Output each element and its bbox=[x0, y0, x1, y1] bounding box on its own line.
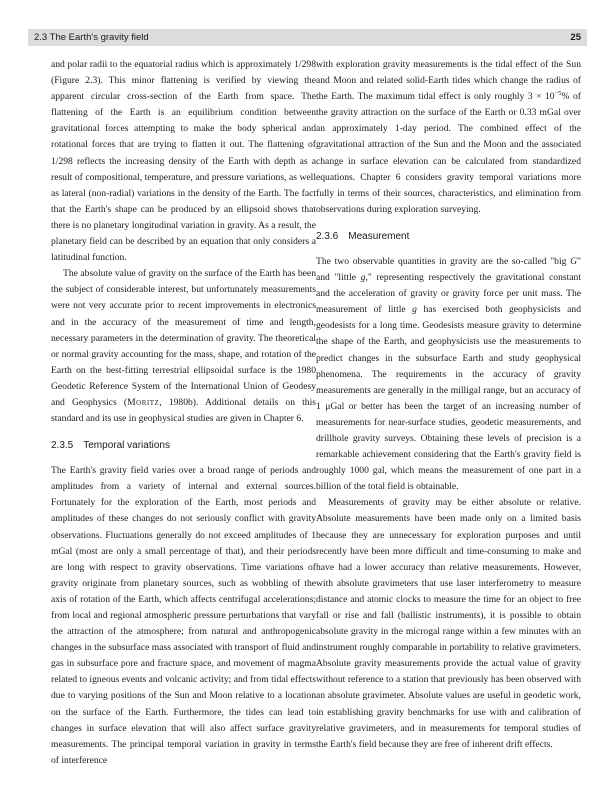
right-column bbox=[316, 57, 581, 753]
paragraph-absolute-gravity bbox=[51, 266, 316, 427]
paragraph-text: has exercised both geophysicists and geodesists for a long time. Geodesists measure gravity to determine the shape of the Earth, and geophysicists use the measurements to predict changes in the subsurface Earth and study geophysical phenomena. The requirements in the accuracy of gravity measurements are generally in the milligal range, but an accuracy of 1 μGal or better has been the target of an increasing number of measurements for near-surface studies, geodetic measurements, and drillhole gravity surveys. Obtaining these levels of precision is a remarkable achievement considering that the Earth's gravity field is roughly 1000 gal, which means the measurement of one part in a billion of the total field is obtainable. bbox=[316, 304, 581, 493]
symbol-little-g: g bbox=[412, 304, 417, 316]
left-column bbox=[51, 57, 316, 769]
citation-author: Moritz bbox=[127, 396, 160, 408]
paragraph-text: , 1980b). Additional details on this standard and its use in geophysical studies are given in Chapter 6. bbox=[51, 396, 316, 425]
paragraph-absolute-relative: Measurements of gravity may be either absolute or relative. Absolute measurements have been made only on a limited basis because they are unnecessary for exploration purposes and until recently have been more difficult and time-consuming to make and have had a lower accuracy than relative measurements. However, with absolute gravimeters that use laser interferometry to measure distance and atomic clocks to measure the time for an object to free fall or rise and fall (ballistic instruments), it is possible to obtain absolute gravity in the microgal range within a few minutes with an instrument roughly comparable in portability to relative gravimeters. Absolute gravity measurements provide the actual value of gravity without reference to a station that previously has been observed with an absolute gravimeter. Absolute values are useful in geodetic work, in establishing gravity benchmarks for use with and calibration of relative gravimeters, and in measurements for temporal studies of the Earth's field because they are free of inherent drift effects. bbox=[316, 497, 581, 750]
exponent: −5 bbox=[554, 90, 562, 97]
section-title: Measurement bbox=[348, 230, 410, 242]
section-number: 2.3.6 bbox=[316, 230, 339, 242]
paragraph-text: with exploration gravity measurements is the tidal effect of the Sun and Moon and related solid-Earth tides which change the radius of the Earth. The maximum tidal effect is only roughly 3 × 10 bbox=[316, 59, 581, 103]
symbol-big-g: G bbox=[570, 255, 578, 267]
paragraph-text: ," representing respectively the gravitational constant and the acceleration of gravity or gravity force per unit mass. The measurement of little bbox=[316, 272, 581, 316]
paragraph-text: The two observable quantities in gravity are the so-called "big bbox=[316, 255, 571, 267]
paragraph-big-g-little-g bbox=[316, 254, 581, 495]
section-heading-measurement bbox=[316, 229, 581, 245]
paragraph-text: The absolute value of gravity on the surface of the Earth has been the subject of considerable interest, but unfortunately measurements were not very accurate prior to recent improvements in electronics and in the accuracy of the measurement of time and length, necessary parameters in the determination of gravity. The theoretical or normal gravity accounting for the mass, shape, and rotation of the Earth on the best-fitting terrestrial ellipsoidal surface is the 1980 Geodetic Reference System of the International Union of Geodesy and Geophysics ( bbox=[51, 268, 316, 408]
paragraph-temporal-variations: The Earth's gravity field varies over a broad range of periods and amplitudes from a variety of internal and external sources. Fortunately for the exploration of the Earth, most periods and amplitudes of these changes do not seriously conflict with gravity observations. Fluctuations generally do not exceed amplitudes of 1 mGal (most are only a small percentage of that), and their periods are long with respect to gravity observations. Time variations of gravity originate from planetary sources, such as wobbling of the axis of rotation of the Earth, which affects centrifugal accelerations; from local and regional atmospheric pressure perturbations that vary the attraction of the atmosphere; from natural and anthropogenic changes in the subsurface mass associated with transport of fluid and gas in subsurface pore and fracture space, and movement of magma related to igneous events and volcanic activity; and from tidal effects due to varying positions of the Sun and Moon relative to a location on the surface of the Earth. Furthermore, the tides can lead to changes in surface elevation that will also affect surface gravity measurements. The principal temporal variation in gravity in terms of interference bbox=[51, 465, 316, 766]
section-heading-temporal-variations bbox=[51, 438, 316, 454]
section-title: Temporal variations bbox=[83, 440, 170, 452]
symbol-little-g: g bbox=[360, 272, 366, 284]
paragraph-text: % of the gravity attraction on the surface of the Earth or 0.33 mGal over an approximately 1-day period. The combined effect of the gravitational attraction of the Sun and the Moon and the associated change in surface elevation can be calculated from standardized equations. Chapter 6 considers gravity temporal variations more fully in terms of their sources, characteristics, and elimination from observations during exploration surveying. bbox=[316, 91, 581, 215]
paragraph-flattening: and polar radii to the equatorial radius which is approximately 1/298 (Figure 2.3). This minor flattening is verified by viewing the apparent circular cross-section of the Earth from space. The flattening of the Earth is an equilibrium condition between gravitational forces attempting to make the body spherical and rotational forces that are trying to flatten it out. The flattening of 1/298 reflects the increasing density of the Earth with depth as a result of compositional, temperature, and pressure variations, as well as lateral (non-radial) variations in the density of the Earth. The fact that the Earth's shape can be produced by an ellipsoid shows that there is no planetary longitudinal variation in gravity. As a result, the planetary field can be described by an equation that only considers a latitudinal function. bbox=[51, 59, 316, 264]
running-header bbox=[28, 29, 587, 46]
section-number: 2.3.5 bbox=[51, 440, 74, 452]
page-number: 25 bbox=[570, 32, 581, 43]
paragraph-text: " and "little bbox=[316, 255, 581, 284]
running-header-title: 2.3 The Earth's gravity field bbox=[34, 32, 149, 43]
paragraph-tidal-effect bbox=[316, 57, 581, 218]
